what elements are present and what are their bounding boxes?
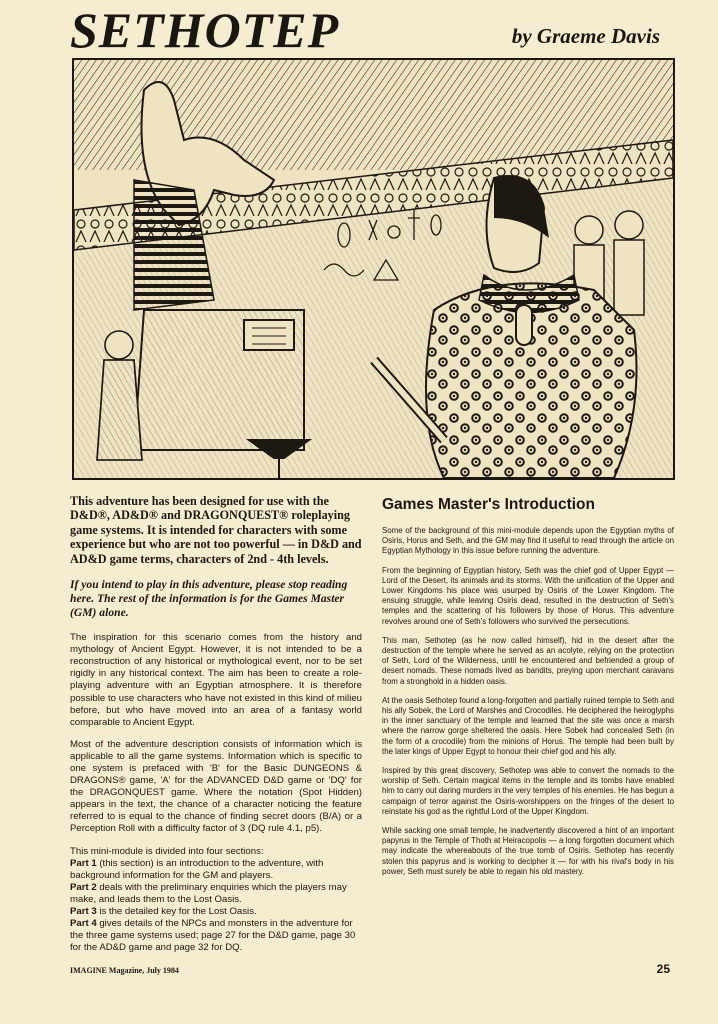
- section-heading: Games Master's Introduction: [382, 496, 595, 513]
- left-column: [70, 494, 362, 954]
- gm-paragraph: While sacking one small temple, he inadvertently discovered a hint of an important papyrus in the Temple of Thoth at Heiracopolis — a long forgotten document which may indicate the whereabouts of the true tomb of Osiris. Sethotep has recently stolen this papyrus and is working to decipher it — for with his rival's body in his power, Seth must surely be able to regain his old mastery.: [382, 826, 674, 876]
- part-item: Part 3 is the detailed key for the Lost Oasis.: [70, 906, 257, 917]
- gm-paragraph: Inspired by this great discovery, Sethotep was able to convert the nomads to the worship of Seth. Certain magical items in the temple and its tombs have enabled him to carry out daring murders in the very temples of his enemies. He has begun a campaign of terror against the Osiris-worshippers on the fringes of the desert to reinstate his god as the rightful Lord of the Upper Kingdom.: [382, 766, 674, 816]
- gm-warning: If you intend to play in this adventure, please stop reading here. The rest of the information is for the Games Master (GM) alone.: [70, 578, 348, 620]
- part-item: Part 4 gives details of the NPCs and monsters in the adventure for the three game systems used; page 27 for the D&D game, page 30 for the AD&D game and page 32 for DQ.: [70, 918, 356, 954]
- part-item: Part 2 deals with the preliminary enquiries which the players may make, and leads them to the Lost Oasis.: [70, 881, 347, 905]
- illustration-drawing: [74, 60, 673, 478]
- intro-paragraph: This adventure has been designed for use with the D&D®, AD&D® and DRAGONQUEST® roleplaying game systems. It is intended for characters with some experience but who are not too powerful — in D&D and AD&D game terms, characters of 2nd - 4th levels.: [70, 494, 362, 566]
- gm-paragraph: This man, Sethotep (as he now called himself), hid in the desert after the destruction of the temple where he served as an acolyte, relying on the protection of Seth, Lord of the Wilderness, until he encountered and befriended a group of desert nomads. These nomads lived as bandits, preying upon merchant caravans from a stronghold in a hidden oasis.: [382, 635, 674, 686]
- author-byline: by Graeme Davis: [511, 24, 660, 48]
- sections-intro: This mini-module is divided into four sections:: [70, 845, 264, 857]
- sections-list: [70, 846, 362, 955]
- gm-paragraph: Some of the background of this mini-module depends upon the Egyptian myths of Osiris, Horus and Seth, and the GM may find it useful to read through the article on Egyptian Mythology in this issue before running the adventure.: [382, 526, 674, 556]
- part-item: Part 1 (this section) is an introduction to the adventure, with background information for the GM and players.: [70, 857, 324, 881]
- article-title: SETHOTEP: [70, 2, 340, 58]
- gm-paragraph: At the oasis Sethotep found a long-forgotten and partially ruined temple to Seth and his ally Sobek, the Lord of Marshes and Crocodiles. He deciphered the heiroglyphs in the inner sanctuary of the temple and learned that the site was once a marsh where the narrow gorge sheltered the oasis. Here Sobek had concealed Seth (in the form of a crocodile) from the minions of Horus. The temple had been built by the later kings of Upper Egypt to honour their chief god and his ally.: [382, 695, 674, 756]
- egyptian-illustration: [72, 58, 675, 480]
- magazine-credit: IMAGINE Magazine, July 1984: [70, 966, 179, 975]
- right-column: [382, 494, 674, 886]
- gm-paragraph: From the beginning of Egyptian history, Seth was the chief god of Upper Egypt — Lord of the Desert, its animals and its storms. With the unification of the Upper and Lower Kingdoms his place was usurped by Osiris of the Lower Kingdom. The ensuing struggle, while leaving Osiris dead, resulted in the destruction of Seth's temples and the scattering of his followers by those of Horus. This adventure revolves around one of Seth's followers who survived the persecutions.: [382, 565, 674, 626]
- systems-paragraph: Most of the adventure description consists of information which is applicable to all the game systems. Information which is specific to one system is prefaced with 'B' for the Basic DUNGEONS & DRAGONS® game, 'A' for the ADVANCED D&D game or 'DQ' for the DRAGONQUEST game. Where the notation (Spot Hidden) appears in the text, the chance of a character noticing the feature referred to is equal to the chance of finding secret doors (B/A) or a Perception Roll with a difficulty factor of 3 (DQ rule 4.1, p5).: [70, 738, 362, 835]
- inspiration-paragraph: The inspiration for this scenario comes from the history and mythology of Ancient Egypt. However, it is not intended to be a reconstruction of any historical or mythological event, nor to be set rigidly in any historical context. The aim has been to create a role-playing adventure with an Egyptian atmosphere. It is therefore possible to use characters who have not existed in this kind of milieu before, but who have moved into an area of a fantasy world comparable to Ancient Egypt.: [70, 632, 362, 728]
- page-number: 25: [656, 962, 670, 976]
